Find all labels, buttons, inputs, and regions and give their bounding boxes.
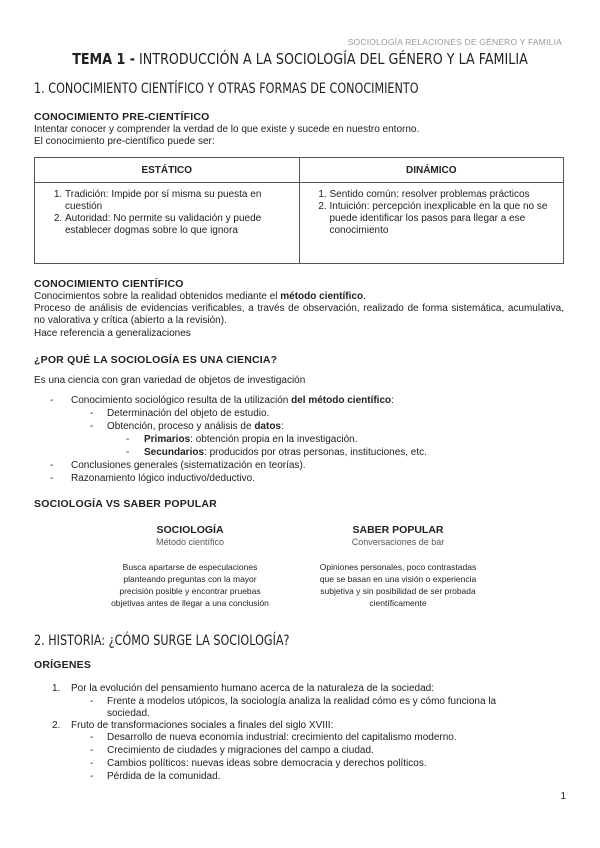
list-item: Fruto de transformaciones sociales a finales del siglo XVIII: [71, 720, 334, 731]
list-item: 2. Autoridad: No permite su validación y puede establecer dogmas sobre lo que ignora [65, 213, 293, 237]
list-item: Conclusiones generales (sistematización en teorías). [71, 460, 306, 471]
list-number: 2. [52, 720, 61, 731]
list-item: Cambios políticos: nuevas ideas sobre democracia y derechos políticos. [107, 758, 427, 769]
bold-term: método científico [280, 291, 364, 302]
text-line: Busca apartarse de especulaciones [122, 562, 258, 572]
list-item: Pérdida de la comunidad. [107, 771, 221, 782]
table-header-dynamic: DINÁMICO [299, 158, 564, 183]
sociology-description [90, 561, 290, 609]
pre-scientific-line1: Intentar conocer y comprender la verdad de lo que existe y sucede en nuestro entorno. [34, 124, 420, 135]
running-header: SOCIOLOGÍA RELACIONES DE GÉNERO Y FAMILIA [347, 37, 562, 47]
dash: - [50, 460, 54, 471]
text-span: Conocimientos sobre la realidad obtenidos mediante el [34, 291, 281, 302]
bold-term: Secundarios [144, 447, 205, 458]
sociology-title: SOCIOLOGÍA [156, 524, 224, 536]
list-item: Crecimiento de ciudades y migraciones del campo a ciudad. [107, 745, 374, 756]
list-item [71, 395, 394, 408]
list-item [144, 434, 357, 447]
text-line: subjetiva y sin posibilidad de ser probada [320, 586, 476, 596]
table-cell-static [35, 183, 300, 264]
dash: - [50, 395, 54, 406]
title-text: INTRODUCCIÓN A LA SOCIOLOGÍA DEL GÉNERO Y LA FAMILIA [139, 50, 528, 68]
dash: - [90, 408, 94, 419]
text-line: científicamente [369, 598, 427, 608]
text-span: Obtención, proceso y análisis de [107, 421, 255, 432]
comparison-table [34, 157, 564, 264]
text-line: planteando preguntas con la mayor [123, 574, 257, 584]
scientific-line2: Proceso de análisis de evidencias verificables, a través de observación, realizado de forma sistemática, acumulativa, no valorativa y crítica (abierto a la revisión). [34, 303, 564, 326]
bold-term: del método científico [291, 395, 392, 406]
list-item: Determinación del objeto de estudio. [107, 408, 270, 419]
dash: - [90, 771, 94, 782]
why-science-heading: ¿POR QUÉ LA SOCIOLOGÍA ES UNA CIENCIA? [34, 354, 278, 366]
dash: - [50, 473, 54, 484]
dash: - [90, 421, 94, 432]
text-line: Opiniones personales, poco contrastadas [319, 562, 477, 572]
bold-term: Primarios [144, 434, 191, 445]
dash: - [90, 745, 94, 756]
text-span: : obtención propia en la investigación. [190, 434, 358, 445]
sociology-subtitle: Método científico [155, 537, 225, 547]
section2-heading: 2. HISTORIA: ¿CÓMO SURGE LA SOCIOLOGÍA? [34, 633, 290, 649]
dash: - [90, 696, 94, 707]
list-item: Por la evolución del pensamiento humano acerca de la naturaleza de la sociedad: [71, 683, 435, 694]
scientific-line3: Hace referencia a generalizaciones [34, 328, 191, 339]
list-number: 1. [52, 683, 61, 694]
text-span: : producidos por otras personas, instituciones, etc. [204, 447, 427, 458]
dash: - [126, 434, 130, 445]
section1-heading: 1. CONOCIMIENTO CIENTÍFICO Y OTRAS FORMAS DE CONOCIMIENTO [34, 81, 419, 97]
list-item: 1. Tradición: Impide por sí misma su puesta en cuestión [65, 189, 293, 213]
text-line: objetivas antes de llegar a una conclusión [111, 598, 269, 608]
table-cell-dynamic [299, 183, 564, 264]
dash: - [126, 447, 130, 458]
popular-knowledge-column [298, 524, 498, 609]
scientific-line1 [34, 291, 366, 303]
bold-term: datos [254, 421, 281, 432]
popular-subtitle: Conversaciones de bar [351, 537, 445, 547]
list-item: Razonamiento lógico inductivo/deductivo. [71, 473, 255, 484]
text-span: : [280, 421, 284, 432]
pre-scientific-line2: El conocimiento pre-científico puede ser: [34, 136, 215, 147]
list-item: Desarrollo de nueva economía industrial: crecimiento del capitalismo moderno. [107, 732, 457, 743]
list-item: Frente a modelos utópicos, la sociología analiza la realidad cómo es y cómo funciona la [107, 696, 497, 707]
why-science-intro: Es una ciencia con gran variedad de objetos de investigación [34, 375, 306, 386]
popular-title: SABER POPULAR [352, 524, 444, 536]
list-item: 2. Intuición: percepción inexplicable en la que no se puede identificar los pasos para llegar a ese conocimiento [330, 201, 558, 237]
dash: - [90, 758, 94, 769]
page-title [54, 50, 546, 68]
text-line: precisión posible y encontrar pruebas [119, 586, 261, 596]
text-span: : [391, 395, 394, 406]
list-item-continuation: sociedad. [107, 708, 150, 719]
text-span: Conocimiento sociológico resulta de la utilización [71, 395, 292, 406]
pre-scientific-heading: CONOCIMIENTO PRE-CIENTÍFICO [34, 111, 210, 123]
page-number: 1 [560, 791, 566, 802]
popular-description [298, 561, 498, 609]
text-line: que se basan en una visión o experiencia [319, 574, 477, 584]
text-span: . [363, 291, 366, 302]
list-item [107, 421, 284, 434]
origins-heading: ORÍGENES [34, 659, 92, 671]
title-prefix: TEMA 1 - [72, 50, 136, 68]
list-item: 1. Sentido común: resolver problemas prácticos [330, 189, 558, 201]
dash: - [90, 732, 94, 743]
scientific-heading: CONOCIMIENTO CIENTÍFICO [34, 278, 184, 290]
vs-heading: SOCIOLOGÍA VS SABER POPULAR [34, 498, 217, 510]
sociology-column [90, 524, 290, 609]
table-header-static: ESTÁTICO [35, 158, 300, 183]
list-item [144, 447, 427, 460]
